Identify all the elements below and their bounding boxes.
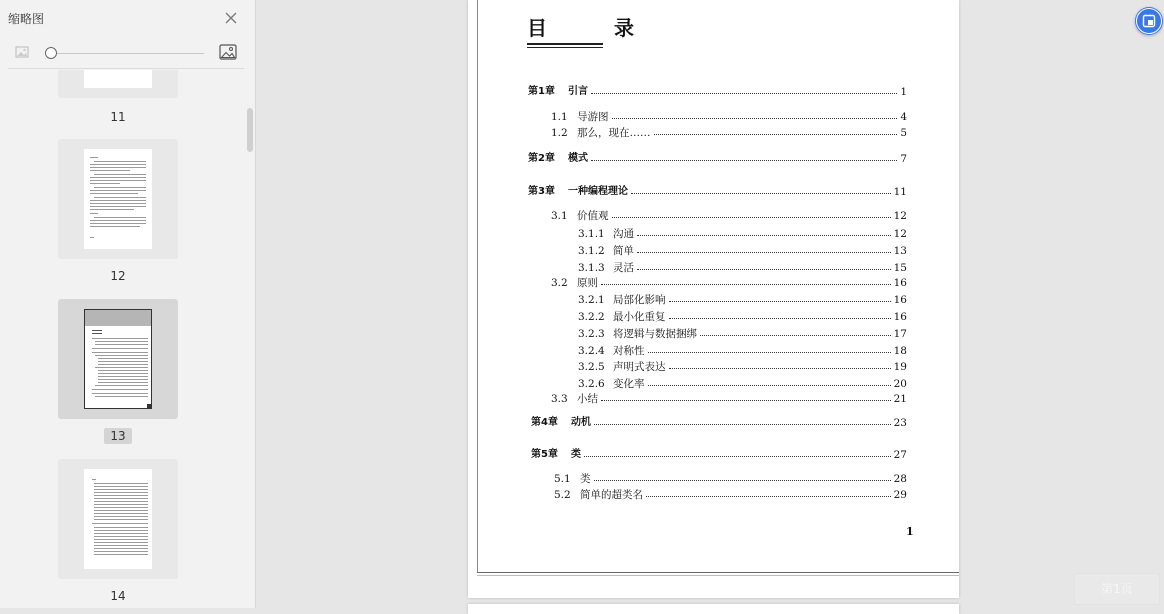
toc-entry-page: 16	[893, 311, 907, 323]
toc-entry-number: 5.2	[554, 489, 571, 501]
toc-entry-page: 16	[893, 277, 907, 289]
toc-entry-title: 一种编程理论	[568, 186, 628, 197]
thumbnail-image	[84, 469, 152, 569]
thumbnail-label: 13	[58, 429, 178, 443]
toc-entry-page: 15	[893, 262, 907, 274]
toc-leader-dots	[594, 480, 891, 481]
toc-entry-number: 第2章	[528, 153, 555, 164]
toc-leader-dots	[591, 160, 897, 161]
thumbnail-list	[0, 70, 256, 608]
toc-leader-dots	[669, 301, 891, 302]
toc-entry[interactable]	[468, 415, 959, 431]
toc-entry[interactable]	[468, 226, 959, 242]
toc-entry-page: 16	[893, 294, 907, 306]
toc-entry[interactable]	[468, 391, 959, 407]
toc-entry-number: 5.1	[554, 473, 571, 485]
toc-entry-title: 局部化影响	[613, 294, 666, 306]
toc-entry-number: 3.2.4	[578, 345, 605, 357]
thumbnail-label: 11	[110, 110, 126, 124]
image-small-icon[interactable]	[15, 46, 29, 58]
toc-entry-page: 20	[893, 378, 907, 390]
toc-entry-number: 第4章	[531, 417, 558, 428]
toc-leader-dots	[700, 335, 891, 336]
image-large-icon[interactable]	[219, 44, 237, 60]
toc-entry[interactable]	[468, 275, 959, 291]
page-jump-button[interactable]: 第1页	[1074, 573, 1160, 605]
toc-leader-dots	[637, 269, 891, 270]
toc-leader-dots	[646, 496, 891, 497]
toc-entry[interactable]	[468, 292, 959, 308]
toc-entry[interactable]	[468, 326, 959, 342]
sidebar-scrollbar[interactable]	[247, 108, 253, 152]
toc-entry-page: 18	[893, 345, 907, 357]
toc-entry-number: 3.2.1	[578, 294, 605, 306]
toc-entry-page: 23	[893, 417, 907, 429]
toc-leader-dots	[669, 318, 891, 319]
toc-entry-page: 27	[893, 449, 907, 461]
zoom-slider-track[interactable]	[46, 53, 204, 54]
scan-edge	[477, 572, 959, 573]
toc-leader-dots	[601, 400, 891, 401]
thumbnail-zoom-control	[0, 40, 256, 68]
thumbnail-page-11[interactable]	[58, 70, 178, 98]
toc-entry-title: 小结	[577, 393, 598, 405]
toc-entry-number: 3.1	[551, 210, 568, 222]
toc-leader-dots	[584, 456, 891, 457]
toc-leader-dots	[637, 252, 891, 253]
toc-entry[interactable]	[468, 125, 959, 141]
thumbnail-label: 12	[110, 269, 126, 283]
toc-entry-number: 1.2	[551, 127, 568, 139]
toc-entry-number: 第5章	[531, 449, 558, 460]
toc-entry-page: 5	[900, 127, 907, 139]
toc-entry-number: 3.3	[551, 393, 568, 405]
toc-entry-title: 动机	[571, 417, 591, 428]
document-tool-icon	[1142, 14, 1156, 28]
toc-entry[interactable]	[468, 376, 959, 392]
toc-entry-page: 4	[900, 111, 907, 123]
toc-entry-title: 简单的超类名	[580, 489, 643, 501]
page-number: 1	[906, 525, 914, 538]
toc-entry-number: 第3章	[528, 186, 555, 197]
toc-entry-title: 那么，现在……	[577, 127, 651, 139]
toc-entry-page: 1	[900, 86, 907, 98]
toc-entry-page: 29	[893, 489, 907, 501]
toc-entry-title: 变化率	[613, 378, 645, 390]
toc-entry[interactable]	[468, 84, 959, 100]
toc-leader-dots	[594, 424, 891, 425]
thumbnail-label: 14	[110, 589, 126, 603]
thumbnail-image	[84, 149, 152, 249]
toc-entry-title: 对称性	[613, 345, 645, 357]
toc-leader-dots	[612, 217, 891, 218]
toc-entry[interactable]	[468, 151, 959, 167]
toc-entry[interactable]	[468, 184, 959, 200]
toc-entry-title: 原则	[577, 277, 598, 289]
toc-entry-number: 1.1	[551, 111, 568, 123]
toc-entry[interactable]	[468, 243, 959, 259]
toc-entry-page: 11	[893, 186, 907, 198]
toc-entry-number: 3.1.3	[578, 262, 605, 274]
toc-leader-dots	[637, 235, 891, 236]
close-icon[interactable]	[224, 11, 238, 25]
toc-entry[interactable]	[468, 208, 959, 224]
toc-entry-title: 导游图	[577, 111, 609, 123]
toc-entry-page: 17	[893, 328, 907, 340]
toc-entry-number: 3.2.3	[578, 328, 605, 340]
document-page	[468, 0, 959, 598]
toc-leader-dots	[601, 284, 891, 285]
thumbnail-page-13[interactable]	[58, 299, 178, 419]
toc-leader-dots	[612, 118, 898, 119]
thumbnail-page-14[interactable]	[58, 459, 178, 579]
toc-entry-title: 声明式表达	[613, 361, 666, 373]
toc-entry[interactable]	[468, 359, 959, 375]
next-page-edge	[468, 604, 959, 614]
toc-entry[interactable]	[468, 309, 959, 325]
toc-entry-page: 19	[893, 361, 907, 373]
thumbnail-image	[84, 309, 152, 409]
toc-entry-page: 13	[893, 245, 907, 257]
toc-leader-dots	[669, 368, 891, 369]
toc-entry-title: 沟通	[613, 228, 634, 240]
toc-leader-dots	[654, 134, 898, 135]
toc-entry[interactable]	[468, 343, 959, 359]
toc-entry-title: 类	[580, 473, 591, 485]
toc-entry[interactable]	[468, 109, 959, 125]
toc-entry-title: 灵活	[613, 262, 634, 274]
toc-entry-title: 最小化重复	[613, 311, 666, 323]
toc-entry-title: 类	[571, 449, 581, 460]
toc-entry-page: 28	[893, 473, 907, 485]
toc-entry-number: 3.2.6	[578, 378, 605, 390]
toc-leader-dots	[631, 193, 891, 194]
toc-entry-title: 价值观	[577, 210, 609, 222]
toc-entry-number: 第1章	[528, 86, 555, 97]
toc-entry[interactable]	[468, 260, 959, 276]
toc-entry-page: 21	[893, 393, 907, 405]
toc-entry-page: 12	[893, 210, 907, 222]
toc-entry-number: 3.2.5	[578, 361, 605, 373]
title-rule	[527, 47, 603, 48]
thumbnail-image	[84, 70, 152, 88]
toc-entry-number: 3.1.1	[578, 228, 605, 240]
sidebar-divider	[8, 68, 244, 69]
toc-title: 目 录	[527, 16, 664, 40]
toc-leader-dots	[648, 352, 891, 353]
scan-edge	[477, 575, 959, 576]
sidebar-header	[0, 0, 256, 36]
toc-entry[interactable]	[468, 447, 959, 463]
toc-entry-number: 3.2.2	[578, 311, 605, 323]
zoom-slider-handle[interactable]	[45, 47, 57, 59]
toc-entry[interactable]	[468, 471, 959, 487]
toc-entry-number: 3.2	[551, 277, 568, 289]
thumbnail-sidebar	[0, 0, 256, 608]
toc-entry-title: 模式	[568, 153, 588, 164]
toc-entry-page: 12	[893, 228, 907, 240]
toc-entry-title: 将逻辑与数据捆绑	[613, 328, 697, 340]
toc-entry-title: 简单	[613, 245, 634, 257]
float-tool-button[interactable]	[1135, 7, 1163, 35]
toc-entry-title: 引言	[568, 86, 588, 97]
document-viewer	[257, 0, 1164, 608]
toc-entry-page: 7	[900, 153, 907, 165]
sidebar-title: 缩略图	[8, 12, 45, 26]
toc-leader-dots	[648, 385, 891, 386]
thumbnail-page-12[interactable]	[58, 139, 178, 259]
toc-leader-dots	[591, 93, 897, 94]
toc-entry[interactable]	[468, 487, 959, 503]
toc-entry-number: 3.1.2	[578, 245, 605, 257]
title-rule	[527, 43, 603, 45]
